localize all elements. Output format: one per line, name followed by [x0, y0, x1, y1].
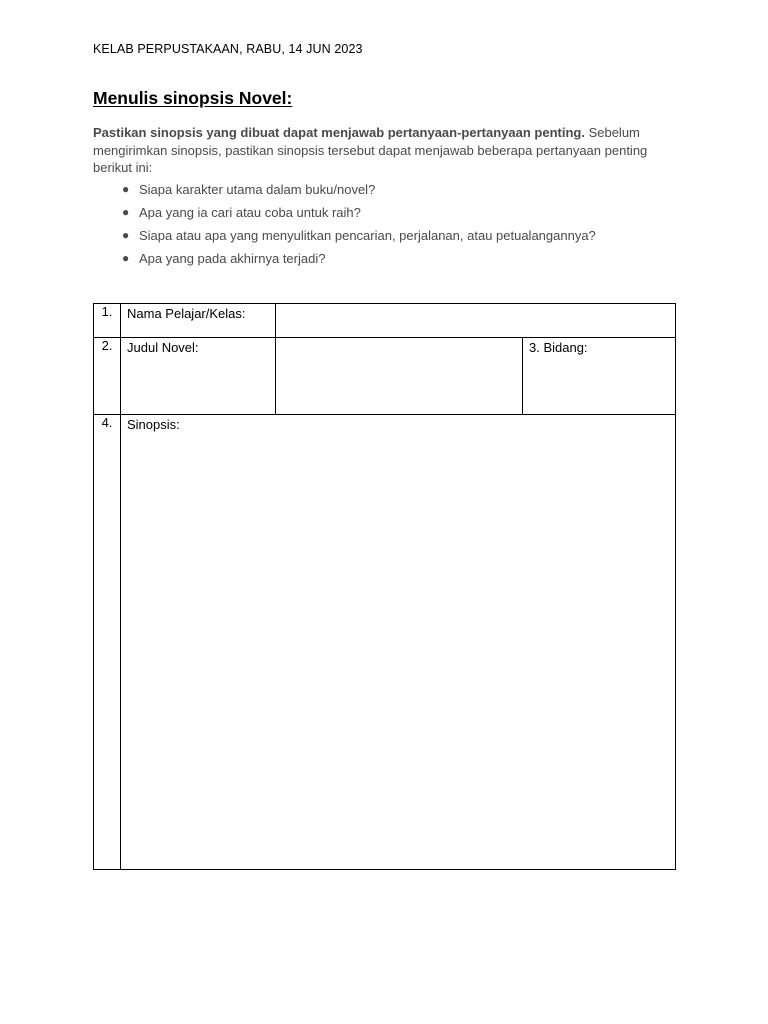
question-item — [122, 227, 596, 250]
question-text: Apa yang ia cari atau coba untuk raih? — [139, 205, 361, 220]
bullet-icon: ● — [122, 228, 130, 242]
document-title: Menulis sinopsis Novel: — [93, 88, 293, 108]
question-item — [122, 204, 596, 227]
question-item — [122, 181, 596, 204]
student-name-label: Nama Pelajar/Kelas: — [127, 306, 246, 321]
bullet-icon: ● — [122, 251, 130, 265]
novel-title-field[interactable] — [276, 338, 523, 415]
student-name-field[interactable] — [276, 304, 676, 338]
header-line: KELAB PERPUSTAKAAN, RABU, 14 JUN 2023 — [93, 42, 363, 56]
synopsis-form-table — [93, 303, 676, 870]
bullet-icon: ● — [122, 205, 130, 219]
question-text: Siapa karakter utama dalam buku/novel? — [139, 182, 376, 197]
genre-label: 3. Bidang: — [529, 340, 588, 355]
row-number: 4. — [94, 415, 121, 870]
student-name-label-cell — [121, 304, 276, 338]
row-number: 1. — [94, 304, 121, 338]
intro-bold-text: Pastikan sinopsis yang dibuat dapat menjawab pertanyaan-pertanyaan penting. — [93, 125, 585, 140]
form-row-student — [94, 304, 676, 338]
question-text: Siapa atau apa yang menyulitkan pencarian, perjalanan, atau petualangannya? — [139, 228, 596, 243]
novel-title-label-cell — [121, 338, 276, 415]
novel-title-label: Judul Novel: — [127, 340, 199, 355]
synopsis-field[interactable] — [121, 415, 676, 870]
bullet-icon: ● — [122, 182, 130, 196]
question-text: Apa yang pada akhirnya terjadi? — [139, 251, 326, 266]
novel-title-value — [276, 338, 522, 340]
question-list — [122, 181, 596, 273]
form-row-novel-title — [94, 338, 676, 415]
row-number: 2. — [94, 338, 121, 415]
intro-rest-text: Sebelum mengirimkan sinopsis, pastikan sinopsis tersebut dapat menjawab beberapa pertanyaan penting berikut ini: — [93, 125, 648, 175]
form-row-synopsis — [94, 415, 676, 870]
student-name-value — [276, 304, 675, 306]
question-item — [122, 250, 596, 273]
synopsis-label: Sinopsis: — [127, 417, 180, 432]
intro-paragraph — [93, 124, 683, 177]
genre-field[interactable] — [523, 338, 676, 415]
